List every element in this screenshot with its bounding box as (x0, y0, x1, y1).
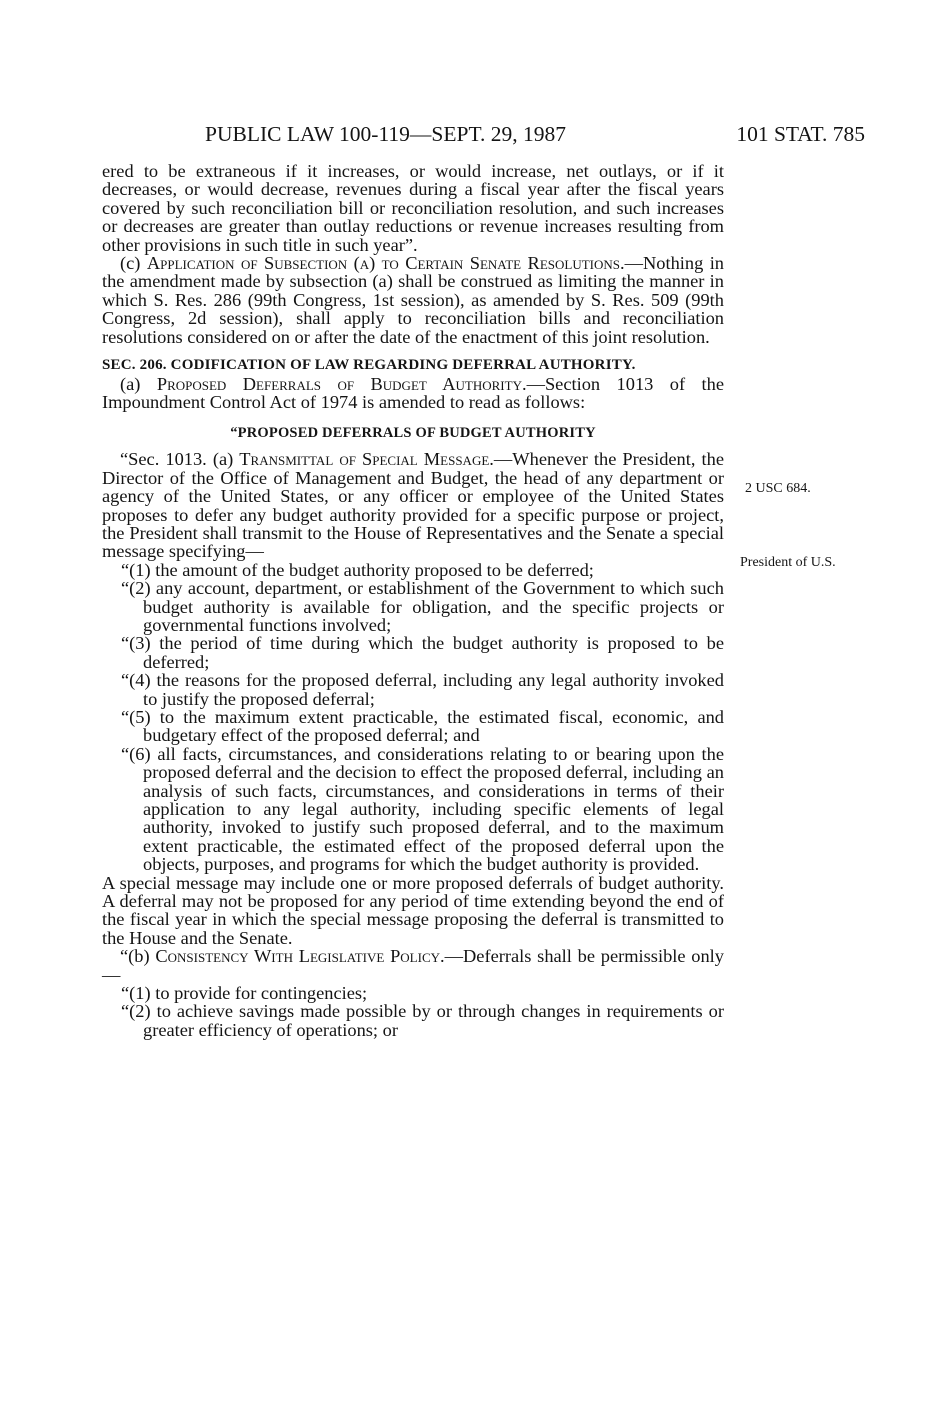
section-1013-lead: “Sec. 1013. (a) (120, 449, 240, 470)
subsection-a-lead: (a) (120, 374, 157, 395)
deferrals-subheading: “PROPOSED DEFERRALS OF BUDGET AUTHORITY (230, 424, 596, 441)
section-1013-a (102, 450, 724, 560)
subsection-b-body: —Deferrals shall be permissible only— (102, 946, 724, 985)
paragraph-continued: ered to be extraneous if it increases, or would increase, net outlays, or if it decreases, or would decrease, revenues during a fiscal year after the fiscal years covered by such reconciliation bill or reconciliation resolution, and such increases or decreases are greater than outlay reductions or revenue increases resulting from other provisions in such title in such year”. (102, 161, 724, 255)
list-item-2: “(2) any account, department, or establishment of the Government to which such budget authority is available for obligation, and the specific projects or governmental functions involved; (121, 578, 724, 635)
subsection-b-heading: Consistency With Legislative Policy. (155, 946, 445, 967)
list-item-3: “(3) the period of time during which the budget authority is proposed to be deferred; (121, 633, 724, 672)
subsection-a (102, 375, 724, 412)
list-item-b2: “(2) to achieve savings made possible by or through changes in requirements or greater efficiency of operations; or (121, 1001, 724, 1040)
list-item-1: “(1) the amount of the budget authority proposed to be deferred; (121, 559, 594, 580)
list-item-b1: “(1) to provide for contingencies; (121, 983, 368, 1004)
list-item-4: “(4) the reasons for the proposed deferral, including any legal authority invoked to justify the proposed deferral; (121, 670, 724, 709)
subsection-c-heading: Application of Subsection (a) to Certain Senate Resolutions. (146, 253, 625, 274)
special-message-paragraph: A special message may include one or more proposed deferrals of budget authority. A deferral may not be proposed for any period of time extending beyond the end of the fiscal year in which the special message proposing the deferral is transmitted to the House and the Senate. (102, 872, 724, 948)
subsection-c-lead: (c) (120, 253, 147, 274)
list-item-6: “(6) all facts, circumstances, and considerations relating to or bearing upon the proposed deferral and the decision to effect the proposed deferral, including an analysis of such facts, circumstances, and considerations in terms of their application to any legal authority, including specific elements of legal authority, invoked to justify such proposed deferral, and to the maximum extent practicable, the estimated effect of the proposed deferral upon the objects, purposes, and programs for which the budget authority is provided. (121, 743, 724, 875)
section-1013-body: —Whenever the President, the Director of the Office of Management and Budget, the head of any department or agency of the United States, or any officer or employee of the United States proposes to defer any budget authority provided for a specific purpose or project, the President shall transmit to the House of Representatives and the Senate a special message specifying— (102, 449, 724, 562)
subsection-a-heading: Proposed Deferrals of Budget Authority. (156, 374, 527, 395)
margin-note-usc: 2 USC 684. (745, 481, 811, 496)
section-1013-heading: Transmittal of Special Message. (239, 449, 494, 470)
subsection-b-lead: “(b) (120, 946, 156, 967)
list-item-5: “(5) to the maximum extent practicable, the estimated fiscal, economic, and budgetary effect of the proposed deferral; and (121, 706, 724, 746)
margin-note-president: President of U.S. (740, 555, 836, 570)
subsection-b (102, 947, 724, 984)
law-title: PUBLIC LAW 100-119—SEPT. 29, 1987 (205, 122, 566, 146)
statute-body (102, 162, 724, 1039)
subsection-c-body: —Nothing in the amendment made by subsection (a) shall be construed as limiting the manner in which S. Res. 286 (99th Congress, 1st session), as amended by S. Res. 509 (99th Congress, 2d session), shall apply to reconciliation bills and reconciliation resolutions considered on or after the date of the enactment of this joint resolution. (102, 253, 725, 347)
section-206-heading: SEC. 206. CODIFICATION OF LAW REGARDING DEFERRAL AUTHORITY. (102, 357, 636, 374)
subsection-a-body: —Section 1013 of the Impoundment Control Act of 1974 is amended to read as follows: (102, 374, 724, 413)
subsection-c (102, 254, 724, 346)
stat-citation: 101 STAT. 785 (736, 122, 865, 146)
